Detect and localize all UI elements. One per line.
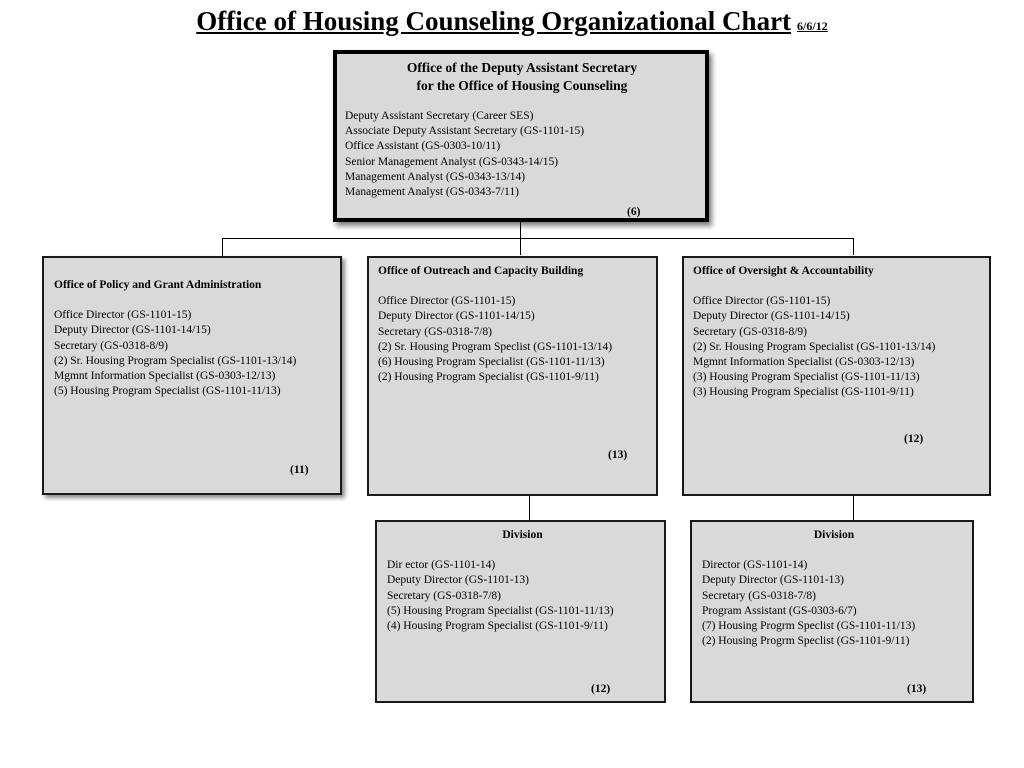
position-line: Mgmnt Information Specialist (GS-0303-12/13) [693, 356, 915, 369]
deputy-assistant-secretary-box [333, 50, 709, 222]
connector-to-outreach [520, 238, 521, 255]
top-heading-line1: Office of the Deputy Assistant Secretary [406, 60, 638, 75]
position-line: Associate Deputy Assistant Secretary (GS-1101-15) [345, 125, 585, 138]
connector-oversight-division [853, 494, 854, 520]
position-line: Secretary (GS-0318-8/9) [693, 325, 808, 338]
position-line: (4) Housing Program Specialist (GS-1101-9/11) [387, 620, 608, 633]
policy-grant-administration-box [42, 256, 342, 495]
position-line: Management Analyst (GS-0343-13/14) [345, 170, 526, 183]
position-line: Secretary (GS-0318-7/8) [378, 325, 493, 338]
position-line: Deputy Director (GS-1101-13) [387, 574, 530, 587]
position-line: Secretary (GS-0318-7/8) [702, 589, 817, 602]
outreach-division-positions [387, 558, 658, 634]
oversight-division-box [690, 520, 974, 703]
position-line: Office Director (GS-1101-15) [378, 295, 516, 308]
staff-count: (11) [290, 464, 309, 476]
position-line: Deputy Director (GS-1101-13) [702, 574, 845, 587]
position-line: Deputy Assistant Secretary (Career SES) [345, 110, 534, 122]
position-line: (2) Housing Program Specialist (GS-1101-9/11) [378, 371, 599, 384]
outreach-box-heading: Office of Outreach and Capacity Building [378, 265, 584, 277]
oversight-box-heading: Office of Oversight & Accountability [693, 265, 874, 277]
connector-to-policy [222, 238, 223, 256]
outreach-box-positions [378, 294, 650, 385]
chart-title [0, 6, 1024, 37]
position-line: Mgmnt Information Specialist (GS-0303-12/13) [54, 370, 276, 383]
position-line: Management Analyst (GS-0343-7/11) [345, 186, 519, 199]
oversight-accountability-box [682, 256, 991, 496]
staff-count: (13) [608, 449, 628, 461]
position-line: (5) Housing Program Specialist (GS-1101-11/13) [54, 385, 281, 398]
chart-date: 6/6/12 [797, 19, 828, 33]
oversight-box-positions [693, 294, 983, 400]
oversight-division-heading: Division [813, 529, 855, 541]
position-line: Dir ector (GS-1101-14) [387, 559, 496, 572]
staff-count: (6) [627, 206, 641, 218]
position-line: Secretary (GS-0318-8/9) [54, 339, 169, 352]
position-line: Senior Management Analyst (GS-0343-14/15) [345, 155, 559, 168]
staff-count: (12) [591, 683, 611, 695]
position-line: Office Director (GS-1101-15) [693, 295, 831, 308]
position-line: Director (GS-1101-14) [702, 559, 808, 572]
oversight-division-positions [702, 558, 966, 649]
connector-horizontal [222, 238, 854, 239]
position-line: (3) Housing Program Specialist (GS-1101-9/11) [693, 386, 914, 399]
chart-title-text: Office of Housing Counseling Organizational Chart [196, 6, 792, 36]
connector-outreach-division [529, 494, 530, 520]
staff-count: (12) [904, 433, 924, 445]
position-line: (2) Housing Progrm Speclist (GS-1101-9/11) [702, 635, 910, 648]
top-box-heading [345, 59, 699, 95]
position-line: (2) Sr. Housing Program Specialist (GS-1101-13/14) [693, 340, 936, 353]
outreach-division-heading: Division [502, 529, 543, 541]
connector-to-oversight [853, 238, 854, 255]
connector-top-down [520, 222, 521, 239]
position-line: (2) Sr. Housing Program Speclist (GS-1101-13/14) [378, 340, 613, 353]
position-line: Deputy Director (GS-1101-14/15) [54, 324, 211, 337]
position-line: Program Assistant (GS-0303-6/7) [702, 604, 857, 617]
position-line: (5) Housing Program Specialist (GS-1101-11/13) [387, 604, 614, 617]
position-line: Office Assistant (GS-0303-10/11) [345, 140, 501, 153]
position-line: Deputy Director (GS-1101-14/15) [378, 310, 535, 323]
position-line: Deputy Director (GS-1101-14/15) [693, 310, 850, 323]
position-line: (6) Housing Program Specialist (GS-1101-11/13) [378, 356, 605, 369]
position-line: Office Director (GS-1101-15) [54, 309, 192, 322]
position-line: (3) Housing Program Specialist (GS-1101-11/13) [693, 371, 920, 384]
position-line: (7) Housing Progrm Speclist (GS-1101-11/13) [702, 620, 916, 633]
policy-box-heading: Office of Policy and Grant Administration [54, 279, 262, 291]
top-heading-line2: for the Office of Housing Counseling [416, 78, 628, 93]
position-line: (2) Sr. Housing Program Specialist (GS-1101-13/14) [54, 354, 297, 367]
outreach-capacity-building-box [367, 256, 658, 496]
staff-count: (13) [907, 683, 927, 695]
policy-box-positions [54, 308, 334, 399]
top-box-positions [345, 109, 699, 200]
position-line: Secretary (GS-0318-7/8) [387, 589, 502, 602]
outreach-division-box [375, 520, 666, 703]
